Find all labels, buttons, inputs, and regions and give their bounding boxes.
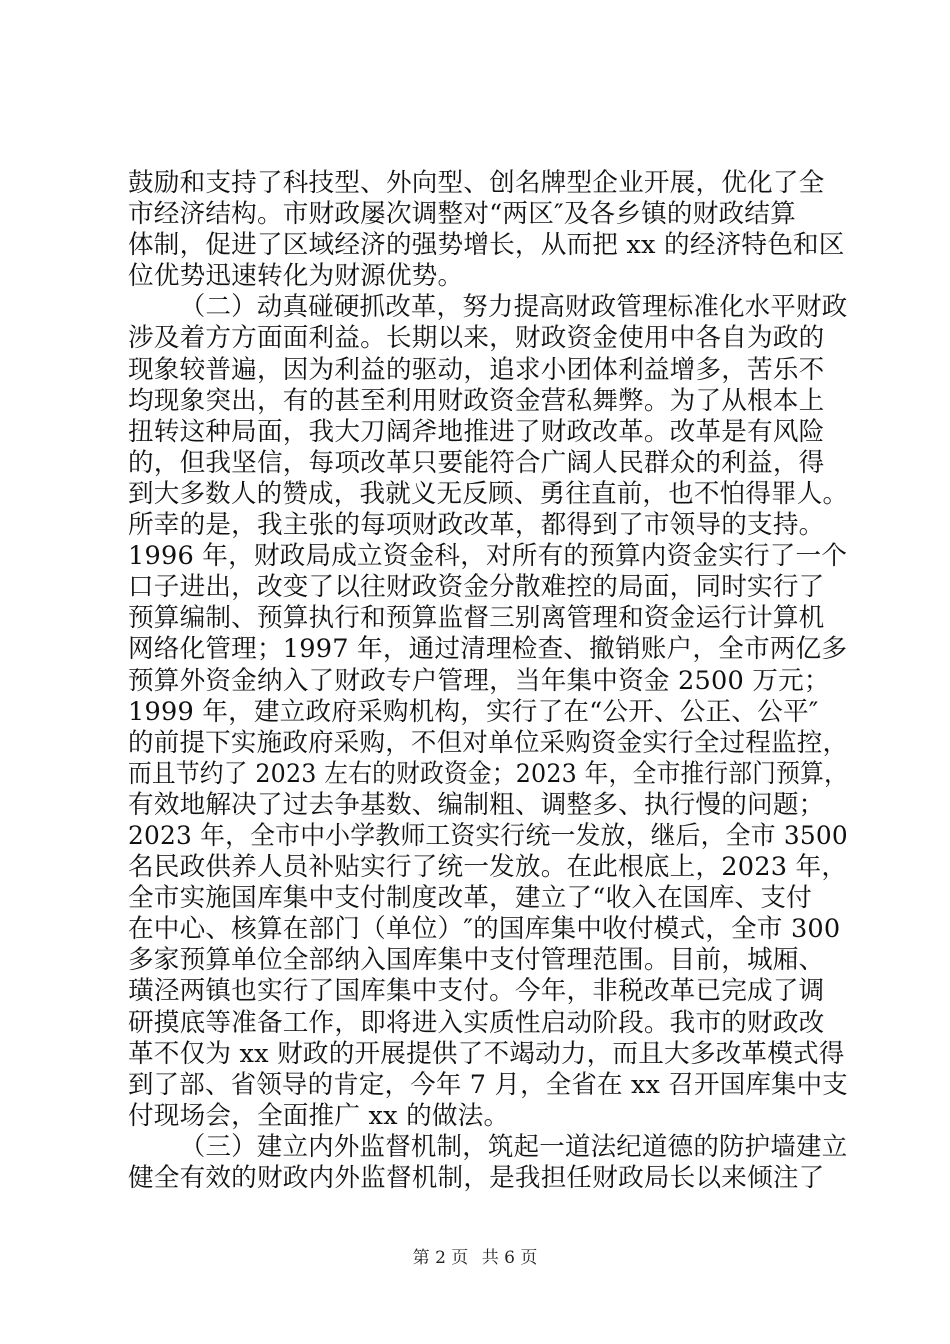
- text-line: 名民政供养人员补贴实行了统一发放。在此根底上，2023 年，: [128, 852, 848, 883]
- text-line: 网络化管理；1997 年，通过清理检查、撤销账户，全市两亿多: [128, 634, 848, 665]
- text-line: 涉及着方方面面利益。长期以来，财政资金使用中各自为政的: [128, 323, 825, 354]
- text-line: 2023 年，全市中小学教师工资实行统一发放，继后，全市 3500: [128, 820, 848, 851]
- page-total: 共 6 页: [481, 1248, 538, 1268]
- text-line: 体制，促进了区域经济的强势增长，从而把 xx 的经济特色和区: [128, 230, 845, 261]
- text-line: 璜泾两镇也实行了国库集中支付。今年，非税改革已完成了调: [128, 976, 825, 1007]
- text-line: 到大多数人的赞成，我就义无反顾、勇往直前，也不怕得罪人。: [128, 478, 849, 509]
- text-line: 在中心、核算在部门（单位）″的国库集中收付模式，全市 300: [128, 914, 841, 945]
- text-line: 全市实施国库集中支付制度改革，建立了“收入在国库、支付: [128, 883, 812, 914]
- text-line: 位优势迅速转化为财源优势。: [128, 261, 464, 292]
- text-line: 而且节约了 2023 左右的财政资金；2023 年，全市推行部门预算，: [128, 758, 848, 789]
- body-text: [128, 168, 848, 1194]
- text-line: 扭转这种局面，我大刀阔斧地推进了财政改革。改革是有风险: [128, 416, 825, 447]
- text-line: 的前提下实施政府采购，不但对单位采购资金实行全过程监控，: [128, 727, 849, 758]
- text-line: 的，但我坚信，每项改革只要能符合广阔人民群众的利益，得: [128, 447, 825, 478]
- text-line: 口子进出，改变了以往财政资金分散难控的局面，同时实行了: [128, 572, 825, 603]
- text-line: 预算编制、预算执行和预算监督三别离管理和资金运行计算机: [128, 603, 825, 634]
- text-line: 市经济结构。市财政屡次调整对“两区″及各乡镇的财政结算: [128, 199, 796, 230]
- text-line: 健全有效的财政内外监督机制，是我担任财政局长以来倾注了: [128, 1163, 825, 1193]
- text-line: 付现场会，全面推广 xx 的做法。: [128, 1100, 510, 1131]
- text-line: 1999 年，建立政府采购机构，实行了在“公开、公正、公平″: [128, 696, 819, 727]
- text-line: （二）动真碰硬抓改革，努力提高财政管理标准化水平财政: [179, 292, 848, 323]
- text-line: 多家预算单位全部纳入国库集中支付管理范围。目前，城厢、: [128, 945, 825, 976]
- text-line: 现象较普遍，因为利益的驱动，追求小团体利益增多，苦乐不: [128, 354, 825, 385]
- text-line: 研摸底等准备工作，即将进入实质性启动阶段。我市的财政改: [128, 1007, 825, 1038]
- text-line: 有效地解决了过去争基数、编制粗、调整多、执行慢的问题；: [128, 789, 825, 820]
- text-line: （三）建立内外监督机制，筑起一道法纪道德的防护墙建立: [179, 1131, 848, 1162]
- text-line: 革不仅为 xx 财政的开展提供了不竭动力，而且大多改革模式得: [128, 1038, 845, 1069]
- text-line: 1996 年，财政局成立资金科，对所有的预算内资金实行了一个: [128, 541, 848, 572]
- text-line: 预算外资金纳入了财政专户管理，当年集中资金 2500 万元；: [128, 665, 830, 696]
- text-line: 鼓励和支持了科技型、外向型、创名牌型企业开展，优化了全: [128, 168, 825, 198]
- text-line: 均现象突出，有的甚至利用财政资金营私舞弊。为了从根本上: [128, 385, 825, 416]
- page-footer: [0, 1243, 950, 1268]
- text-line: 到了部、省领导的肯定，今年 7 月，全省在 xx 召开国库集中支: [128, 1069, 848, 1100]
- page-number: 第 2 页: [412, 1248, 469, 1268]
- text-line: 所幸的是，我主张的每项财政改革，都得到了市领导的支持。: [128, 510, 825, 541]
